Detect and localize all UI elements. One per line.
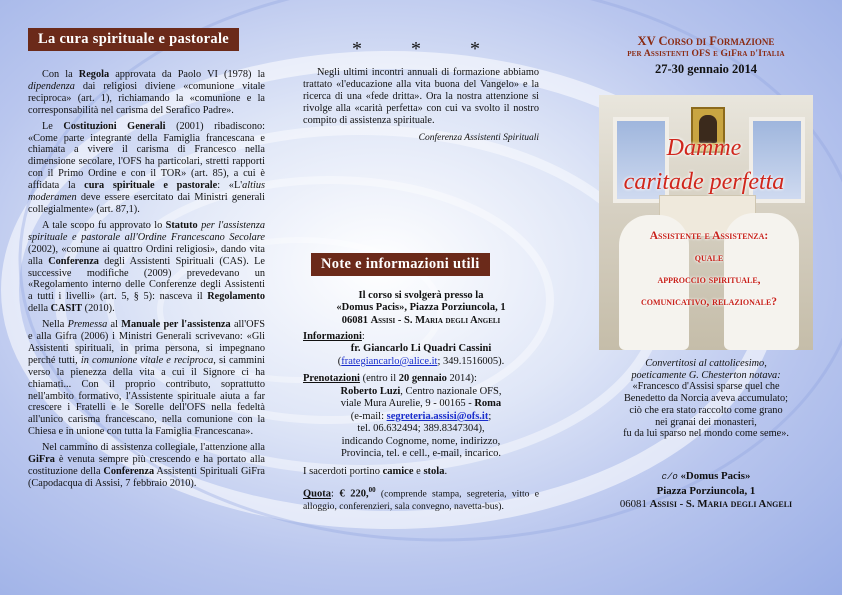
venue-cap: 06081 [341, 314, 371, 326]
photo-subtitle-line4: comunicativo, relazionale? [640, 296, 778, 308]
paragraph-regola: Con la Regola approvata da Paolo VI (1978) la dipendenza dai religiosi diviene «comunione vitale reciproca» (art. 1), richiamando la «comunione e la corresponsabilità nel carisma del Serafico Padre». [28, 69, 266, 116]
quote-intro: Convertitosi al cattolicesimo, poeticamente G. Chesterton notava: [631, 358, 781, 381]
section-banner-cura: La cura spirituale e pastorale [28, 28, 239, 51]
section-divider-stars: * * * [352, 38, 502, 60]
prenotazioni-label: Prenotazioni [303, 373, 360, 385]
middle-column [285, 0, 555, 595]
paragraph-premessa: Nella Premessa al Manuale per l'assistenza all'OFS e alla Gifra (2006) i Ministri Generali scrivevano: «Gli Assistenti spirituali, in prima persona, si impegnano perché tutti, in comunione vitale e reciproca, si cammini verso la pienezza della vita a cui il Signore ci ha chiamati... Con il proprio contributo, soprattutto nell'ambito formativo, l'Assistente spirituale aiuta a far crescere i Fratelli e le Sorelle dell'OFS nella fedeltà all'unico carisma francescano, nella comunione con la Chiesa e in unione con tutta la Famiglia Francescana». [28, 319, 265, 438]
photo-title-line1: Damme [666, 135, 742, 161]
signature: Conferenza Assistenti Spirituali [418, 132, 539, 143]
photo-subtitle-line3: approccio spirituale, [657, 274, 761, 286]
venue-line2: «Domus Pacis», Piazza Porziuncola, 1 [336, 302, 506, 314]
cover-photo [599, 95, 813, 350]
right-column [570, 0, 842, 595]
priest-note: I sacerdoti portino camice e stola. [303, 465, 448, 477]
info-email-link[interactable]: frategiancarlo@alice.it [341, 355, 438, 367]
venue-block [303, 290, 539, 328]
info-block: Informazioni: fr. Giancarlo Li Quadri Cassini (frategiancarlo@alice.it; 349.1516005). [303, 331, 505, 367]
info-phone: ; 349.1516005). [437, 355, 505, 367]
prenotazioni-block: Prenotazioni (entro il 20 gennaio 2014): Roberto Luzi, Centro nazionale OFS, viale Mura Aurelie, 9 - 00165 - Roma (e-mail: segreteria.assisi@ofs.it; tel. 06.632494; 389.8347304), indicando Cognome, nome, indirizzo, Provincia, tel. e cell., e-mail, incarico. [303, 373, 539, 460]
photo-subtitle-line1: Assistente e Assistenza: [649, 230, 769, 242]
chesterton-quote: «Francesco d'Assisi sparse quel che Benedetto da Norcia aveva accumulato; ciò che era stato raccolto come grano nei granai dei monasteri, fu da lui sparso nel mondo come seme». [623, 381, 789, 440]
photo-title-line2: caritade perfetta [623, 169, 785, 195]
info-label: Informazioni [303, 331, 362, 343]
info-name: fr. Giancarlo Li Quadri Cassini [350, 343, 492, 355]
venue-line1: Il corso si svolgerà presso la [358, 289, 484, 301]
photo-subtitle-line2: quale [694, 252, 724, 264]
paragraph-gifra: Nel cammino di assistenza collegiale, l'attenzione alla GiFra è venuta sempre più crescendo e ha portato alla costituzione della Conferenza Assistenti Spirituali GiFra (Capodacqua di Assisi, 7 febbraio 2010). [28, 442, 266, 489]
left-column [0, 0, 285, 595]
paragraph-statuto: A tale scopo fu approvato lo Statuto per l'assistenza spirituale e pastorale all'Ordine Francescano Secolare (2002), «comune ai quattro Ordini religiosi», dando vita alla Conferenza degli Assistenti Spirituali (CAS). Le successive modifiche (2009) prevedevano un «Regolamento interno delle Conferenze degli Assistenti a tutti i livelli» (art. 5, § 5): nasceva il Regolamento della CASIT (2010). [28, 219, 265, 315]
prenotazioni-email-link[interactable]: segreteria.assisi@ofs.it [386, 410, 489, 422]
section-banner-note: Note e informazioni utili [311, 253, 490, 276]
course-dates: 27-30 gennaio 2014 [654, 62, 758, 76]
course-title: XV Corso di Formazione [637, 34, 775, 48]
prenotazioni-tel: tel. 06.632494; 389.8347304), [357, 423, 485, 435]
course-subtitle: per Assistenti OFS e GiFra d'Italia [627, 49, 785, 59]
quota-block: Quota: € 220,00 (comprende stampa, segreteria, vitto e alloggio, conferenzieri, sala convegno, navetta-bus). [303, 486, 539, 513]
venue-city: Assisi - S. Maria degli Angeli [370, 314, 501, 326]
address-block: c/o «Domus Pacis» Piazza Porziuncola, 1 06081 Assisi - S. Maria degli Angeli [619, 470, 793, 511]
intro-paragraph: Negli ultimi incontri annuali di formazione abbiamo trattato «l'educazione alla vita buona del Vangelo» e la ricerca di una «fede dritta». Ora la nostra attenzione si rivolge alla «carità perfetta» con cui va svolto il nostro compito di assistenza spirituale. [303, 67, 539, 126]
paragraph-costituzioni: Le Costituzioni Generali (2001) ribadiscono: «Come parte integrante della Famiglia francescana e chiamata a vivere il carisma di Francesco nella dimensione secolare, l'OFS ha particolari, stretti rapporti con il Primo Ordine e con il TOR» (art. 85), a cui è affidata la cura spirituale e pastorale: «L'altius moderamen deve essere esercitato dai Ministri generali collegialmente» (art. 87,1). [28, 120, 265, 215]
prenotazioni-name: Roberto Luzi [340, 385, 401, 397]
quota-amount: € 220, [339, 488, 369, 500]
